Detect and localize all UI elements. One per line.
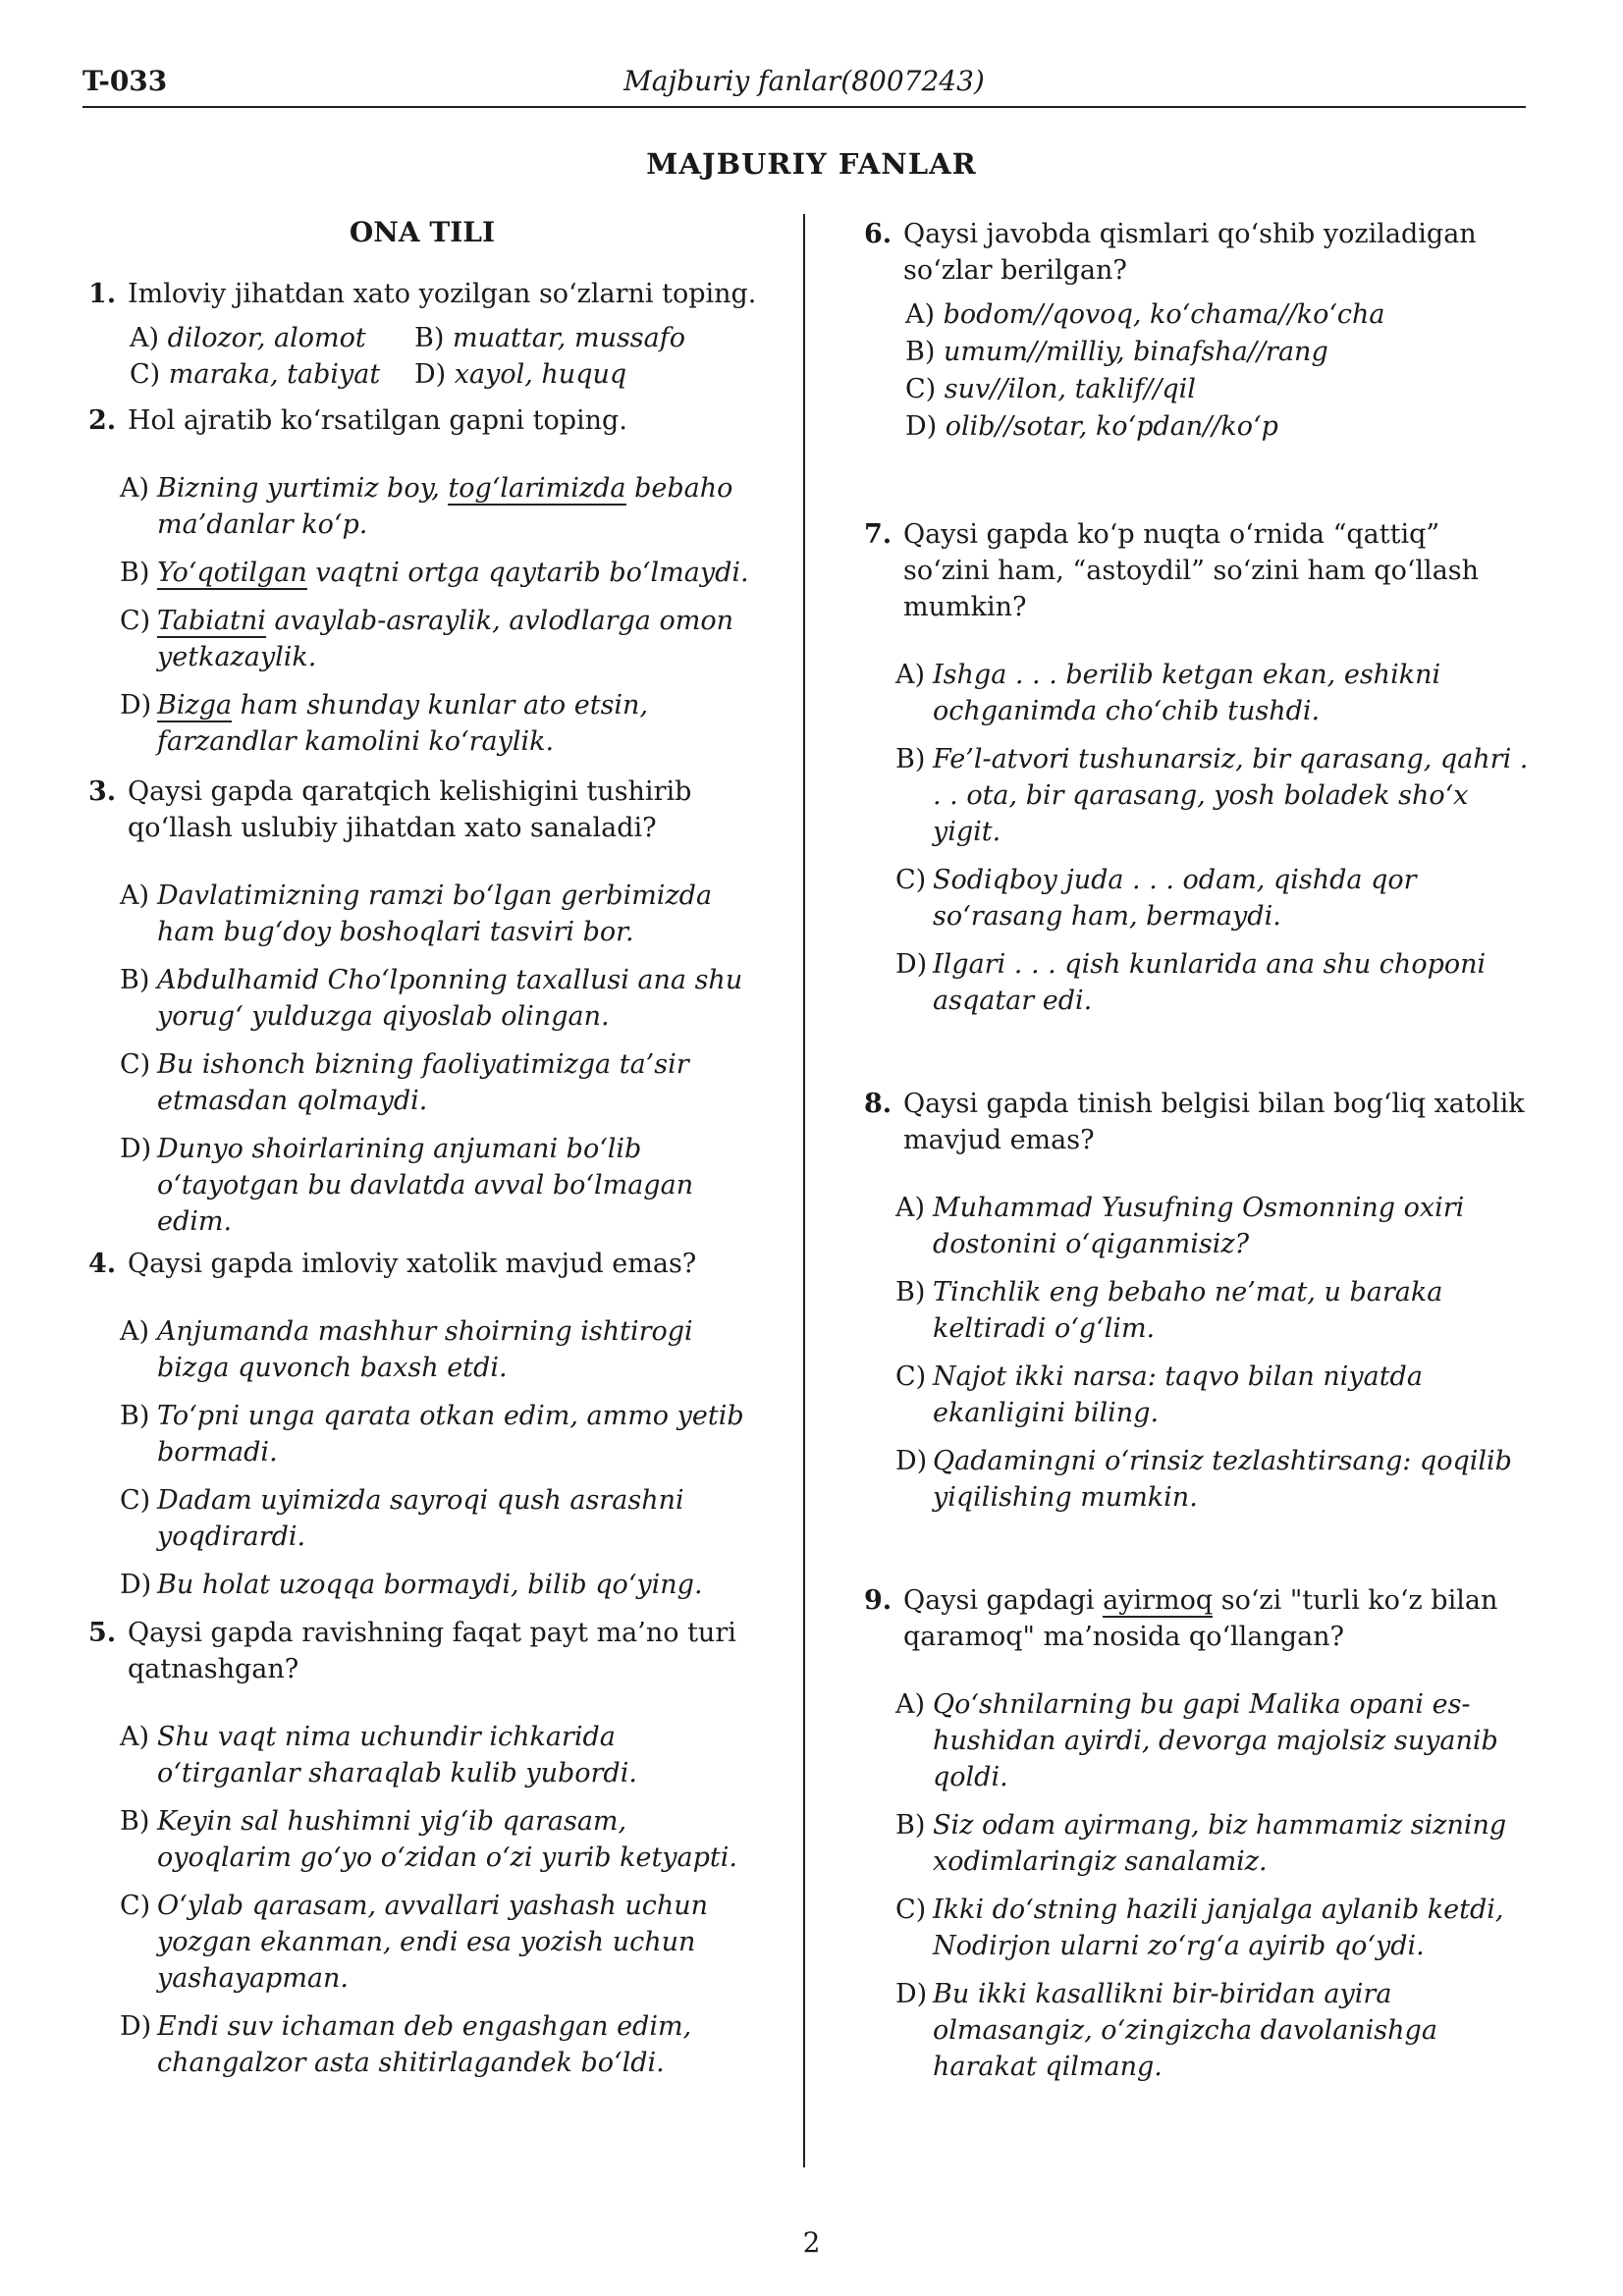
page-number: 2 [802,2226,821,2259]
option-b[interactable]: B) Abdulhamid Cho‘lponning taxallusi ana shu yorug‘ yulduzga qiyoslab olingan. [120,965,743,1032]
option-c[interactable]: C) maraka, tabiyat [130,359,381,390]
header-title: Majburiy fanlar(8007243) [623,65,985,97]
question-6-options [905,296,1532,446]
question-text: Qaysi gapda tinish belgisi bilan bog‘liq xatolik mavjud emas? [903,1089,1525,1155]
question-number: 9. [864,1585,893,1616]
option-a[interactable]: A) bodom//qovoq, ko‘chama//ko‘cha [905,299,1385,330]
question-text: Qaysi javobda qismlari qo‘shib yoziladigan so‘zlar berilgan? [903,219,1477,286]
option-a[interactable]: A) Davlatimizning ramzi bo‘lgan gerbimizda ham bug‘doy boshoqlari tasviri bor. [120,881,713,947]
question-4 [88,1246,766,1282]
test-code: T-033 [82,65,168,97]
question-8 [864,1086,1532,1158]
option-c[interactable]: C) Dadam uyimizda sayroqi qush asrashni yoqdirardi. [120,1485,684,1552]
option-a[interactable]: A) Muhammad Yusufning Osmonning oxiri dostonini o‘qiganmisiz? [895,1193,1465,1259]
left-column [88,216,766,2081]
page-header [82,65,1526,108]
question-text: Qaysi gapda qaratqich kelishigini tushirib qo‘llash uslubiy jihatdan xato sanaladi? [128,776,692,843]
question-text: Qaysi gapda ko‘p nuqta o‘rnida “qattiq” so‘zini ham, “astoydil” so‘zini ham qo‘llash mumkin? [903,519,1480,622]
question-number: 5. [88,1618,117,1648]
document-title: MAJBURIY FANLAR [646,147,977,181]
option-a[interactable]: A) Anjumanda mashhur shoirning ishtirogi bizga quvonch baxsh etdi. [120,1316,693,1383]
question-number: 6. [864,219,893,249]
option-c[interactable]: C) Najot ikki narsa: taqvo bilan niyatda ekanligini biling. [895,1362,1423,1428]
option-a[interactable]: A) Ishga . . . berilib ketgan ekan, eshikni ochganimda cho‘chib tushdi. [895,660,1441,726]
option-a[interactable]: A) dilozor, alomot [130,323,366,353]
option-b[interactable]: B) Tinchlik eng bebaho ne’mat, u baraka keltiradi o‘g‘lim. [895,1277,1443,1344]
option-c[interactable]: C) Tabiatni avaylab-asraylik, avlodlarga omon yetkazaylik. [120,606,733,672]
option-d[interactable]: D) olib//sotar, ko‘pdan//ko‘p [905,411,1278,442]
question-number: 7. [864,519,893,550]
option-b[interactable]: B) Yo‘qotilgan vaqtni ortga qaytarib bo‘lmaydi. [120,558,749,588]
question-1 [88,276,766,312]
option-b[interactable]: B) To‘pni unga qarata otkan edim, ammo yetib bormadi. [120,1401,744,1468]
underlined-word: Bizga [157,690,233,721]
option-d[interactable]: D) Ilgari . . . qish kunlarida ana shu choponi asqatar edi. [895,949,1487,1016]
option-b[interactable]: B) Keyin sal hushimni yig‘ib qarasam, oyoqlarim go‘yo o‘zidan o‘zi yurib ketyapti. [120,1806,737,1873]
question-text: Qaysi gapda imloviy xatolik mavjud emas? [128,1249,697,1279]
option-d[interactable]: D) xayol, huquq [414,359,627,390]
question-text: Qaysi gapdagi ayirmoq so‘zi "turli ko‘z bilan qaramoq" ma’nosida qo‘llangan? [903,1585,1498,1652]
question-text: Hol ajratib ko‘rsatilgan gapni toping. [128,405,627,436]
option-c[interactable]: C) Bu ishonch bizning faoliyatimizga ta’sir etmasdan qolmaydi. [120,1049,689,1116]
option-c[interactable]: C) O‘ylab qarasam, avvallari yashash uchun yozgan ekanman, endi esa yozish uchun yashayapman. [120,1891,709,1994]
option-d[interactable]: D) Bu holat uzoqqa bormaydi, bilib qo‘ying. [120,1570,703,1600]
question-7 [864,516,1532,625]
option-c[interactable]: C) suv//ilon, taklif//qil [905,374,1196,404]
option-a[interactable]: A) Bizning yurtimiz boy, tog‘larimizda bebaho ma’danlar ko‘p. [120,473,733,540]
option-b[interactable]: B) Siz odam ayirmang, biz hammamiz sizning xodimlaringiz sanalamiz. [895,1810,1507,1877]
question-text: Qaysi gapda ravishning faqat payt ma’no turi qatnashgan? [128,1618,736,1684]
option-d[interactable]: D) Bizga ham shunday kunlar ato etsin, farzandlar kamolini ko‘raylik. [120,690,649,757]
question-number: 8. [864,1089,893,1119]
option-b[interactable]: B) muattar, mussafo [414,323,686,353]
right-column [864,216,1532,2085]
option-a[interactable]: A) Qo‘shnilarning bu gapi Malika opani es-hushidan ayirdi, devorga majolsiz suyanib qoldi. [895,1689,1498,1792]
option-d[interactable]: D) Bu ikki kasallikni bir-biridan ayira olmasangiz, o‘zingizcha davolanishga harakat qilmang. [895,1979,1437,2082]
option-c[interactable]: C) Sodiqboy juda . . . odam, qishda qor so‘rasang ham, bermaydi. [895,865,1417,932]
question-number: 4. [88,1249,117,1279]
question-number: 1. [88,279,117,309]
column-divider [803,214,805,2167]
question-text: Imloviy jihatdan xato yozilgan so‘zlarni toping. [128,279,757,309]
option-d[interactable]: D) Dunyo shoirlarining anjumani bo‘lib o‘tayotgan bu davlatda avval bo‘lmagan edim. [120,1134,694,1237]
underlined-word: Tabiatni [157,606,266,636]
question-3 [88,774,766,846]
question-1-options [130,320,766,393]
option-d[interactable]: D) Qadamingni o‘rinsiz tezlashtirsang: qoqilib yiqilishing mumkin. [895,1446,1512,1513]
option-b[interactable]: B) Fe’l-atvori tushunarsiz, bir qarasang, qahri . . . ota, bir qarasang, yosh boladek sho‘x yigit. [895,744,1529,847]
option-d[interactable]: D) Endi suv ichaman deb engashgan edim, changalzor asta shitirlagandek bo‘ldi. [120,2011,692,2078]
section-title: ONA TILI [349,216,496,248]
option-a[interactable]: A) Shu vaqt nima uchundir ichkarida o‘tirganlar sharaqlab kulib yubordi. [120,1722,637,1789]
question-6 [864,216,1532,289]
question-5 [88,1615,766,1687]
option-c[interactable]: C) Ikki do‘stning hazili janjalga aylanib ketdi, Nodirjon ularni zo‘rg‘a ayirib qo‘ydi. [895,1895,1504,1961]
underlined-word: tog‘larimizda [448,473,626,504]
question-number: 2. [88,405,117,436]
option-b[interactable]: B) umum//milliy, binafsha//rang [905,337,1328,367]
question-9 [864,1582,1532,1655]
underlined-word: ayirmoq [1103,1585,1214,1616]
underlined-word: Yo‘qotilgan [157,558,307,588]
question-2 [88,402,766,439]
question-number: 3. [88,776,117,807]
